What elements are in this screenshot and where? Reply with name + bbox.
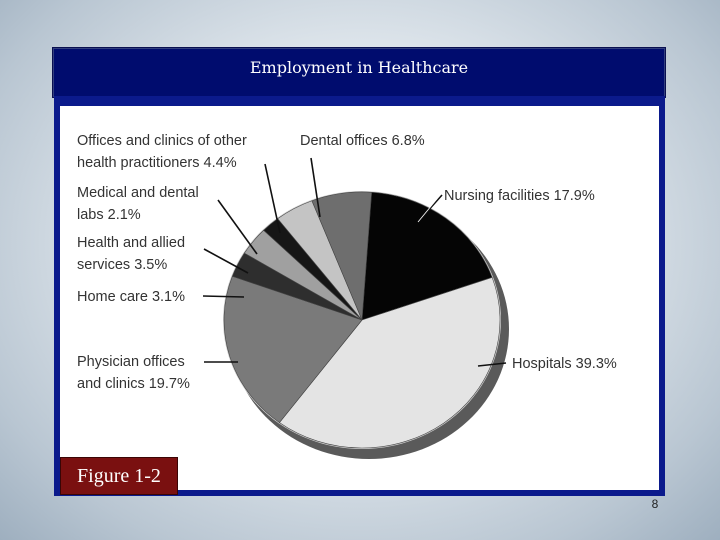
slice-label-health-and-allied-services-0: Health and allied	[77, 235, 186, 251]
leader-line-home-care	[203, 296, 244, 297]
figure-label: Figure 1-2	[60, 457, 178, 495]
slide-title: Employment in Healthcare	[53, 48, 665, 97]
slice-label-dental-offices-0: Dental offices 6.8%	[300, 133, 425, 149]
slice-label-offices-and-clinics-of-other-health-practitioners-0: Offices and clinics of other	[77, 133, 247, 149]
slice-label-physician-offices-and-clinics-0: Physician offices	[77, 354, 185, 370]
leader-line-medical-and-dental-labs	[218, 200, 257, 254]
page-number: 8	[651, 497, 659, 511]
slice-label-offices-and-clinics-of-other-health-practitioners-1: health practitioners 4.4%	[77, 155, 237, 171]
slice-label-medical-and-dental-labs-1: labs 2.1%	[77, 207, 141, 223]
slice-label-hospitals-0: Hospitals 39.3%	[512, 356, 617, 372]
slice-label-physician-offices-and-clinics-1: and clinics 19.7%	[77, 376, 190, 392]
slice-label-nursing-facilities-0: Nursing facilities 17.9%	[444, 188, 595, 204]
slice-label-health-and-allied-services-1: services 3.5%	[77, 257, 168, 273]
slice-label-medical-and-dental-labs-0: Medical and dental	[77, 185, 199, 201]
slice-label-home-care-0: Home care 3.1%	[77, 289, 185, 305]
